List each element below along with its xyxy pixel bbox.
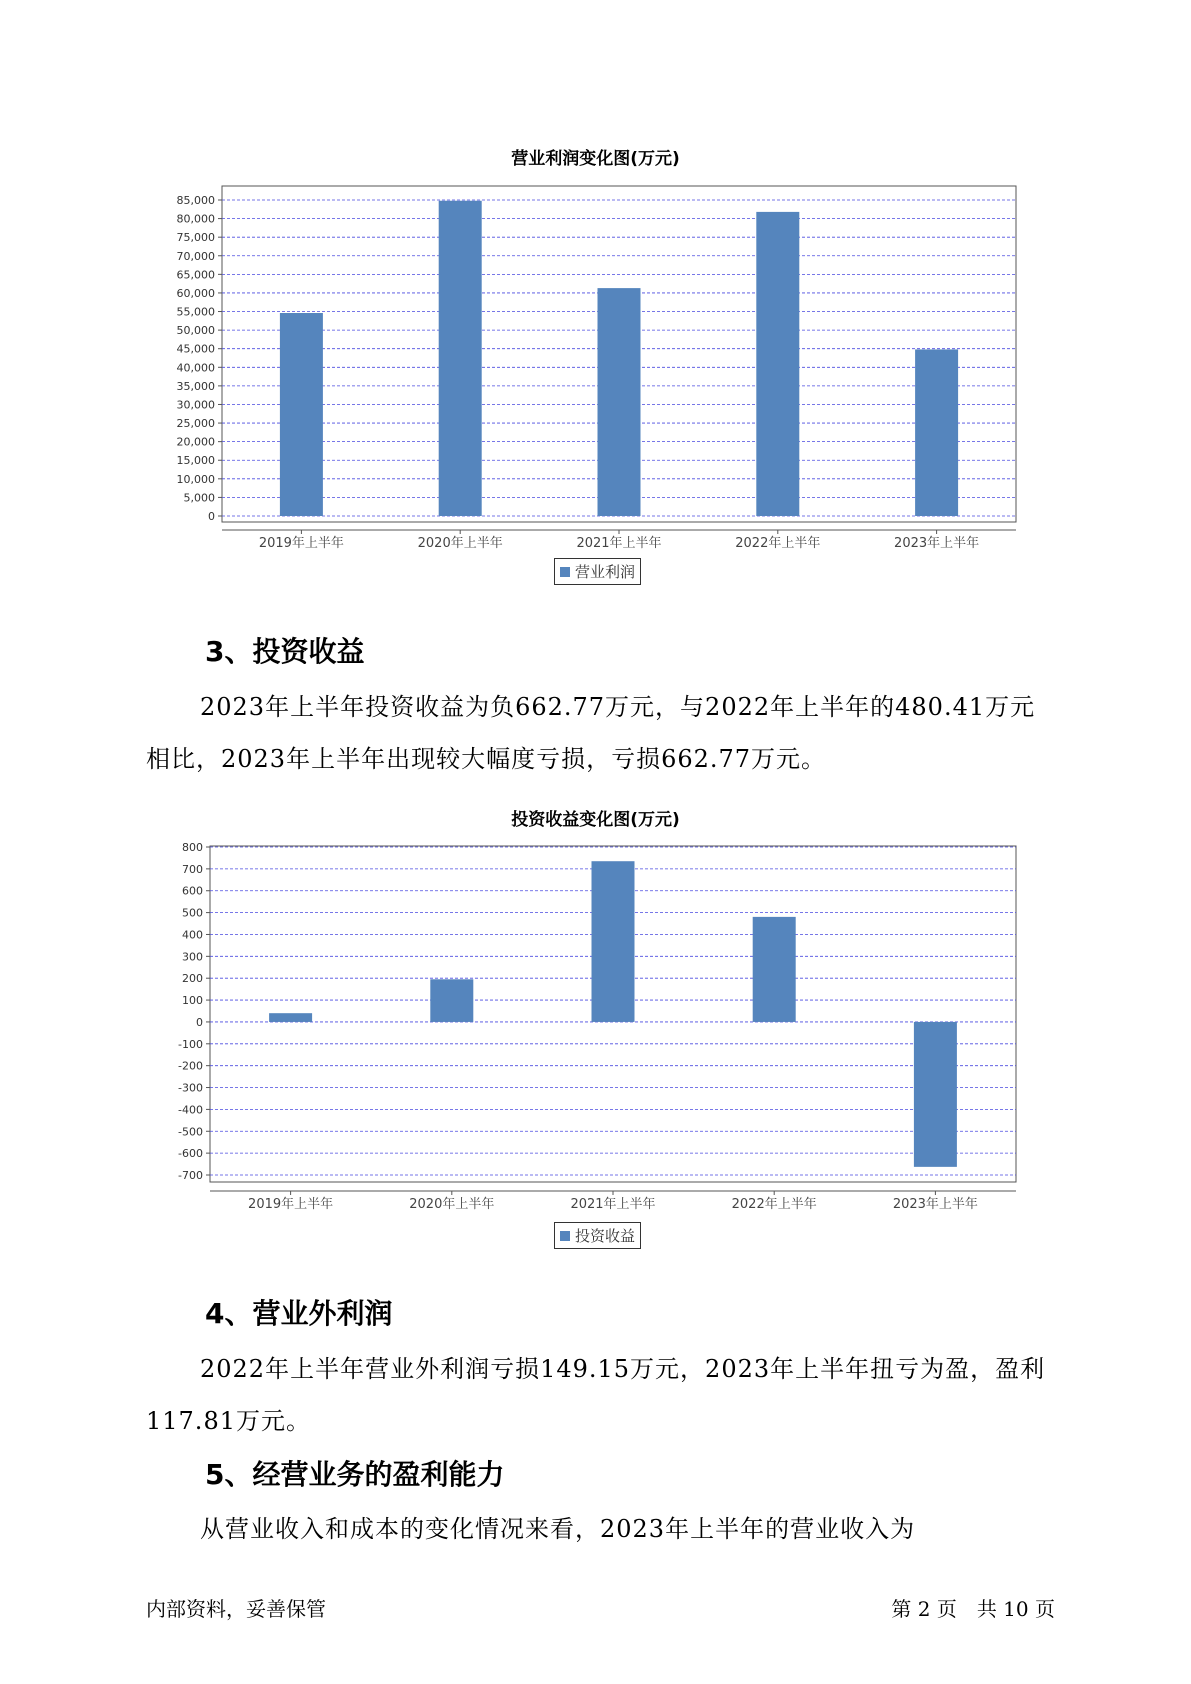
- section-5-heading: 5、经营业务的盈利能力: [205, 1458, 505, 1491]
- operating-profit-chart: [0, 170, 1191, 570]
- y-tick-label: 0: [196, 1015, 203, 1029]
- x-tick-label: 2020年上半年: [409, 1197, 495, 1212]
- y-tick-label: 60,000: [176, 286, 215, 300]
- section-3-heading: 3、投资收益: [205, 635, 365, 668]
- y-tick-label: 5,000: [183, 491, 215, 505]
- y-tick-label: 10,000: [176, 472, 215, 486]
- bar: [598, 288, 641, 516]
- y-tick-label: 40,000: [176, 361, 215, 375]
- bar: [592, 861, 635, 1022]
- bar: [280, 313, 323, 516]
- y-tick-label: 200: [182, 972, 203, 986]
- bar: [430, 979, 473, 1022]
- y-tick-label: -500: [178, 1125, 203, 1139]
- y-tick-label: 30,000: [176, 398, 215, 412]
- y-tick-label: 300: [182, 950, 203, 964]
- y-tick-label: 45,000: [176, 342, 215, 356]
- y-tick-label: -400: [178, 1103, 203, 1117]
- bar: [269, 1013, 312, 1022]
- y-tick-label: 15,000: [176, 454, 215, 468]
- y-tick-label: 55,000: [176, 305, 215, 319]
- y-tick-label: -300: [178, 1081, 203, 1095]
- section-3-paragraph: 2023年上半年投资收益为负662.77万元，与2022年上半年的480.41万元相比，2023年上半年出现较大幅度亏损，亏损662.77万元。: [146, 693, 1036, 773]
- footer-page-number: 第 2 页 共 10 页: [891, 1597, 1055, 1621]
- y-tick-label: -100: [178, 1037, 203, 1051]
- investment-income-chart: [0, 830, 1191, 1230]
- x-tick-label: 2022年上半年: [731, 1197, 817, 1212]
- x-tick-label: 2019年上半年: [258, 536, 344, 551]
- x-tick-label: 2022年上半年: [735, 536, 821, 551]
- y-tick-label: -600: [178, 1147, 203, 1161]
- bar: [914, 1022, 957, 1167]
- y-tick-label: 0: [208, 510, 215, 523]
- section-5-paragraph: 从营业收入和成本的变化情况来看，2023年上半年的营业收入为: [200, 1515, 916, 1543]
- section-4-paragraph: 2022年上半年营业外利润亏损149.15万元，2023年上半年扭亏为盈，盈利117.81万元。: [146, 1355, 1046, 1435]
- chart1-legend-label: 营业利润: [575, 563, 636, 581]
- y-tick-label: 80,000: [176, 212, 215, 226]
- x-tick-label: 2023年上半年: [894, 536, 980, 551]
- y-tick-label: 400: [182, 928, 203, 942]
- bar: [915, 349, 958, 516]
- chart2-title: 投资收益变化图(万元): [511, 810, 680, 830]
- footer-left: 内部资料，妥善保管: [146, 1597, 326, 1621]
- y-tick-label: 75,000: [176, 231, 215, 245]
- bar: [756, 212, 799, 516]
- y-tick-label: 50,000: [176, 324, 215, 338]
- x-tick-label: 2019年上半年: [248, 1197, 334, 1212]
- chart2-legend-label: 投资收益: [575, 1227, 636, 1245]
- y-tick-label: 20,000: [176, 435, 215, 449]
- y-tick-label: 700: [182, 862, 203, 876]
- chart1-legend: [554, 558, 641, 585]
- x-tick-label: 2023年上半年: [892, 1197, 978, 1212]
- chart2-legend: [554, 1222, 641, 1249]
- x-tick-label: 2021年上半年: [576, 536, 662, 551]
- y-tick-label: 25,000: [176, 417, 215, 431]
- y-tick-label: 35,000: [176, 379, 215, 393]
- chart1-title: 营业利润变化图(万元): [511, 149, 680, 169]
- y-tick-label: 800: [182, 841, 203, 854]
- y-tick-label: 65,000: [176, 268, 215, 282]
- bar: [753, 917, 796, 1022]
- x-tick-label: 2021年上半年: [570, 1197, 656, 1212]
- y-tick-label: -200: [178, 1059, 203, 1073]
- y-tick-label: 600: [182, 884, 203, 898]
- legend-swatch: [560, 1231, 570, 1241]
- y-tick-label: 70,000: [176, 249, 215, 263]
- x-tick-label: 2020年上半年: [417, 536, 503, 551]
- y-tick-label: -700: [178, 1169, 203, 1182]
- y-tick-label: 500: [182, 906, 203, 920]
- legend-swatch: [560, 567, 570, 577]
- bar: [439, 201, 482, 516]
- y-tick-label: 85,000: [176, 194, 215, 207]
- section-4-heading: 4、营业外利润: [205, 1297, 393, 1330]
- y-tick-label: 100: [182, 994, 203, 1008]
